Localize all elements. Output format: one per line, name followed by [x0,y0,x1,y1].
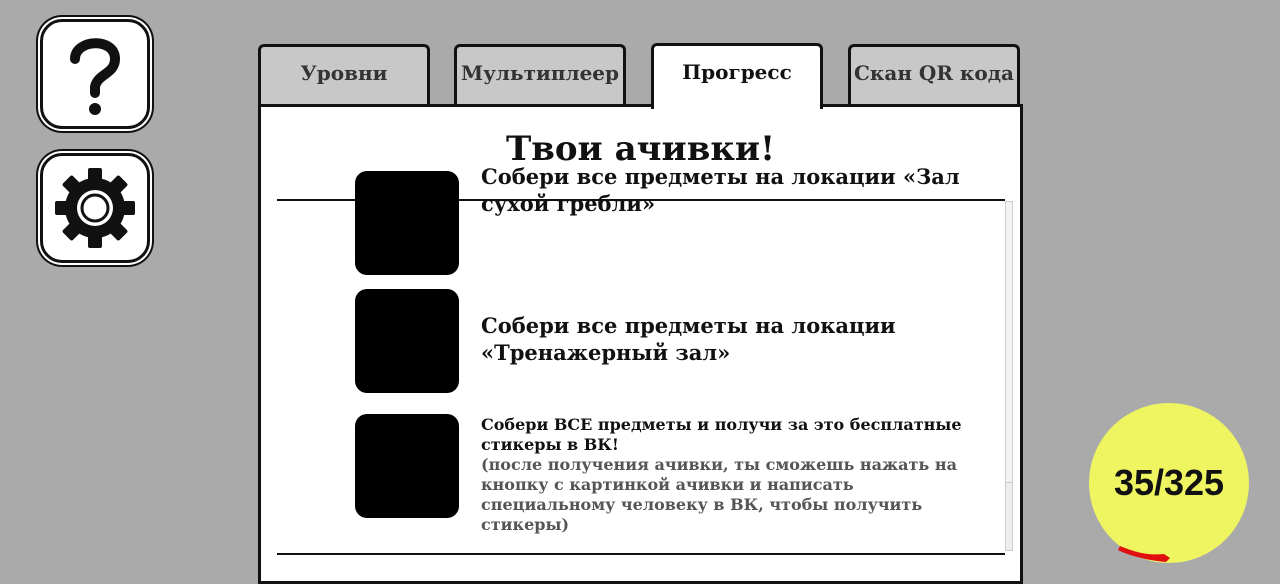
tab-levels[interactable]: Уровни [258,44,430,106]
tab-qr-scan[interactable]: Скан QR кода [848,44,1020,106]
question-icon [55,29,135,119]
achievements-list[interactable] [277,164,1005,552]
locked-achievement-icon[interactable] [355,171,459,275]
locked-achievement-icon[interactable] [355,414,459,518]
panel-title: Твои ачивки! [505,129,776,169]
settings-button[interactable] [40,153,150,263]
divider-bottom [277,553,1005,555]
gear-icon [50,163,140,253]
locked-achievement-icon[interactable] [355,289,459,393]
progress-counter [1089,403,1249,563]
tab-progress[interactable]: Прогресс [651,43,823,109]
scrollbar-thumb[interactable] [1006,202,1012,483]
tab-multiplayer[interactable]: Мультиплеер [454,44,626,106]
progress-counter-value: 35/325 [1113,462,1225,503]
achievement-text [481,415,971,535]
achievement-title: Собери все предметы на локации «Зал сухой гребли» [481,164,960,216]
help-button[interactable] [40,19,150,129]
scrollbar[interactable] [1005,201,1013,551]
achievement-note: (после получения ачивки, ты сможешь нажать на кнопку с картинкой ачивки и написать специальному человеку в ВК, чтобы получить стикеры) [481,455,957,534]
progress-arc [1116,540,1172,562]
achievement-title: Собери все предметы на локации «Тренажерный зал» [481,313,896,365]
achievement-title: Собери ВСЕ предметы и получи за это бесплатные стикеры в ВК! [481,415,962,454]
progress-panel [258,104,1023,584]
